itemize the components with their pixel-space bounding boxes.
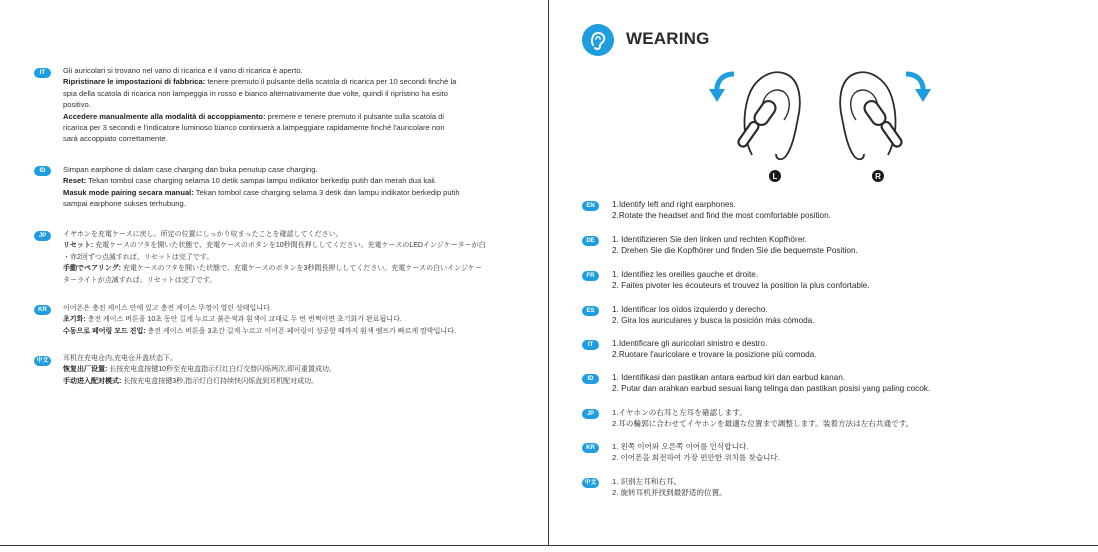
rotate-left-arrow-icon bbox=[709, 74, 734, 102]
text-line: Reset: Tekan tombol case charging selama 10 detik sampai lampu indikator berkedip putih dan merah dua kali. bbox=[63, 176, 437, 186]
lang-badge-zh-wearing: 中文 bbox=[582, 478, 599, 488]
text-line: 1. 识别左耳和右耳。 bbox=[612, 477, 682, 486]
text-line: 手动进入配对模式: 长按充电盒按键3秒,指示灯白灯持续快闪烁直到耳机配对成功。 bbox=[63, 377, 319, 385]
text-line: Ripristinare le impostazioni di fabbrica: tenere premuto il pulsante della scatola di ricarica per 10 secondi finché la bbox=[63, 77, 457, 87]
lang-badge-en: EN bbox=[582, 201, 599, 211]
text-line: 초기화: 충전 케이스 버튼을 10초 동안 길게 누르고 붉은색과 흰색이 교대로 두 번 번쩍이면 초기화가 완료됩니다. bbox=[63, 316, 402, 324]
wearing-kr bbox=[612, 441, 780, 464]
text-line: positivo. bbox=[63, 100, 91, 110]
lang-badge-it: IT bbox=[34, 68, 51, 78]
lang-badge-fr: FR bbox=[582, 271, 599, 281]
text-line: Gli auricolari si trovano nel vano di ricarica e il vano di ricarica è aperto. bbox=[63, 66, 303, 75]
page-divider-vertical bbox=[548, 0, 549, 546]
lang-badge-kr-wearing: KR bbox=[582, 443, 599, 453]
text-line: sampai earphone sukses terhubung. bbox=[63, 199, 186, 209]
section-kr-reset bbox=[63, 303, 456, 337]
text-line: ターライトが点滅すれば、リセットは完了です。 bbox=[63, 276, 217, 284]
text-line: 1. Identificar los oídos izquierdo y derecho. bbox=[612, 305, 768, 314]
text-line: 2. Gira los auriculares y busca la posición más cómoda. bbox=[612, 316, 815, 326]
wearing-en bbox=[612, 199, 831, 222]
section-title: WEARING bbox=[626, 29, 710, 48]
text-line: 수동으로 페어링 모드 진입: 충전 케이스 버튼을 3초간 길게 누르고 이어폰 페어링이 성공할 때까지 흰색 램프가 빠르게 깜박입니다. bbox=[63, 327, 456, 335]
text-line: 2.耳の輪郭に合わせてイヤホンを最適な位置まで調整します。装着方法は左右共通です。 bbox=[612, 419, 914, 429]
text-line: ricarica per 3 secondi e l'indicatore luminoso bianco continuerà a lampeggiare rapidamente finché l'auricolare non bbox=[63, 123, 445, 133]
text-line: 1. Identifikasi dan pastikan antara earbud kiri dan earbud kanan. bbox=[612, 373, 846, 382]
wearing-illustration bbox=[700, 60, 940, 190]
page-divider-bottom bbox=[0, 545, 1098, 546]
lang-badge-jp: JP bbox=[34, 231, 51, 241]
lang-badge-id: ID bbox=[34, 166, 51, 176]
text-line: Simpan earphone di dalam case charging dan buka penutup case charging. bbox=[63, 165, 318, 174]
text-line: ・赤2回ずつ点滅すれば、リセットは完了です。 bbox=[63, 253, 214, 261]
text-line: 1.Identify left and right earphones. bbox=[612, 200, 736, 209]
rotate-right-arrow-icon bbox=[906, 74, 931, 102]
lang-badge-zh: 中文 bbox=[34, 356, 51, 366]
lang-badge-id-wearing: ID bbox=[582, 374, 599, 384]
text-line: spia della scatola di ricarica non lampeggia in rosso e bianco alternativamente due volte, quindi il ripristino ha esito bbox=[63, 88, 448, 98]
text-line: 2. 이어폰을 회전하여 가장 편안한 위치를 찾습니다. bbox=[612, 453, 780, 463]
lang-badge-es: ES bbox=[582, 306, 599, 316]
lang-badge-kr: KR bbox=[34, 305, 51, 315]
text-line: 1. Identifiez les oreilles gauche et droite. bbox=[612, 270, 759, 279]
wearing-fr bbox=[612, 269, 870, 292]
wearing-id bbox=[612, 372, 930, 395]
section-it-reset bbox=[63, 65, 456, 145]
text-line: Accedere manualmente alla modalità di accoppiamento: premere e tenere premuto il pulsante sulla scatola di bbox=[63, 111, 445, 121]
text-line: 2. Drehen Sie die Kopfhörer und finden Sie die bequemste Position. bbox=[612, 246, 858, 256]
ear-icon bbox=[582, 24, 614, 56]
text-line: sarà accoppiato correttamente. bbox=[63, 134, 168, 144]
text-line: 2.Rotate the headset and find the most comfortable position. bbox=[612, 211, 831, 221]
text-line: 2. Putar dan arahkan earbud sesuai liang telinga dan pastikan posisi yang paling cocok. bbox=[612, 384, 931, 394]
text-line: 1. 왼쪽 이어와 오른쪽 이어를 인식합니다. bbox=[612, 442, 749, 451]
lang-badge-it-wearing: IT bbox=[582, 340, 599, 350]
section-jp-reset bbox=[63, 229, 486, 286]
left-marker bbox=[769, 170, 781, 182]
text-line: イヤホンを充電ケースに戻し、所定の位置にしっかり収まったことを確認してください。 bbox=[63, 231, 343, 238]
text-line: 手動でペアリング: 充電ケースのフタを開いた状態で、充電ケースのボタンを3秒間長押ししてください。充電ケースの白いインジケー bbox=[63, 265, 482, 273]
wearing-es bbox=[612, 304, 815, 327]
right-marker-label: R bbox=[875, 172, 881, 181]
text-line: 1.イヤホンの右耳と左耳を確認します。 bbox=[612, 408, 747, 417]
wearing-de bbox=[612, 234, 858, 257]
lang-badge-de: DE bbox=[582, 236, 599, 246]
text-line: 耳机在充电仓内,充电仓开盖状态下。 bbox=[63, 355, 177, 362]
text-line: Masuk mode pairing secara manual: Tekan tombol case charging selama 3 detik dan lampu indikator berkedip putih bbox=[63, 187, 460, 197]
section-id-reset bbox=[63, 164, 460, 210]
text-line: 恢复出厂设置: 长按充电盒按键10秒至充电盒指示灯红白灯交替闪烁两次,即可重置成功。 bbox=[63, 366, 337, 374]
right-marker bbox=[872, 170, 884, 182]
text-line: 이어폰은 충전 케이스 안에 있고 충전 케이스 뚜껑이 열린 상태입니다. bbox=[63, 305, 272, 312]
left-marker-label: L bbox=[772, 172, 778, 181]
text-line: リセット: 充電ケースのフタを開いた状態で、充電ケースのボタンを10秒間長押ししてください。充電ケースのLEDインジケーターが白 bbox=[63, 242, 486, 250]
lang-badge-jp-wearing: JP bbox=[582, 409, 599, 419]
text-line: 2.Ruotare l'auricolare e trovare la posizione più comoda. bbox=[612, 350, 817, 360]
wearing-it bbox=[612, 338, 817, 361]
section-zh-reset bbox=[63, 353, 336, 387]
right-earbud-icon bbox=[862, 98, 903, 148]
text-line: 1.Identificare gli auricolari sinistro e destro. bbox=[612, 339, 768, 348]
text-line: 2. Faites pivoter les écouteurs et trouvez la position la plus confortable. bbox=[612, 281, 870, 291]
left-earbud-icon bbox=[737, 98, 778, 148]
text-line: 1. Identifizieren Sie den linken und rechten Kopfhörer. bbox=[612, 235, 807, 244]
text-line: 2. 旋转耳机并找到最舒适的位置。 bbox=[612, 488, 727, 498]
wearing-jp bbox=[612, 407, 913, 430]
wearing-zh bbox=[612, 476, 727, 499]
